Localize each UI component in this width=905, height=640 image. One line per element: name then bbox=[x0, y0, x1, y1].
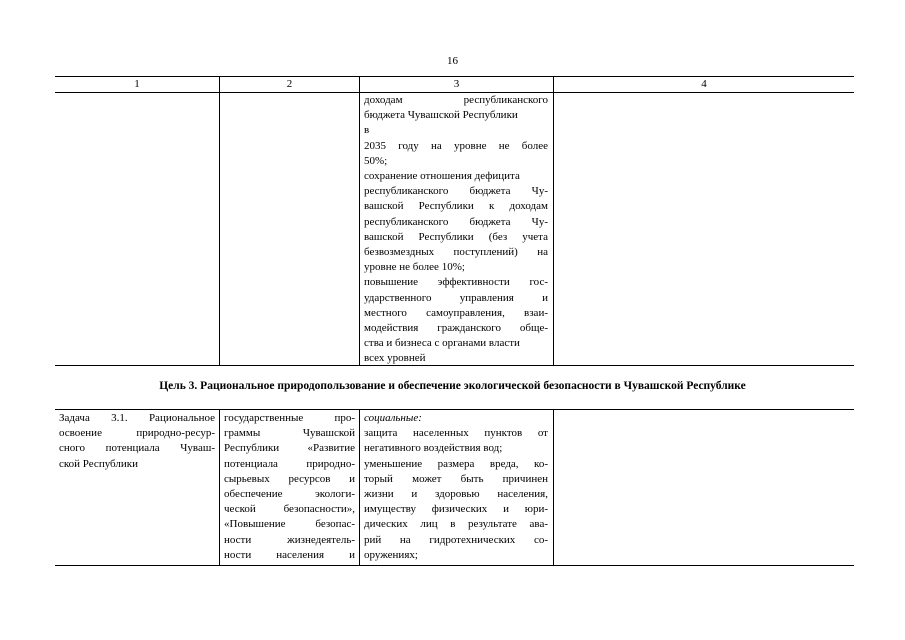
text-line: «Повышение безопас- bbox=[224, 518, 355, 531]
text-line: вашской Республики к доходам bbox=[364, 200, 548, 213]
col-divider-3-4 bbox=[553, 409, 554, 566]
text-line: торый может быть причинен bbox=[364, 472, 548, 485]
text-line: бюджета Чувашской Республики bbox=[364, 109, 518, 122]
col-divider-2-3 bbox=[359, 76, 360, 366]
col-divider-2-3 bbox=[359, 409, 360, 566]
text-line: уровне не более 10%; bbox=[364, 261, 465, 274]
text-line: освоение природно-ресур- bbox=[59, 427, 215, 440]
continued-row-col3 bbox=[364, 93, 548, 367]
goal-heading: Цель 3. Рациональное природопользование и обеспечение экологической безопасности в Чувашской Республике bbox=[159, 380, 746, 392]
text-line: модействия гражданского обще- bbox=[364, 322, 548, 335]
task-row-col3 bbox=[364, 411, 548, 563]
col-divider-1-2 bbox=[219, 76, 220, 366]
text-line: Республики «Развитие bbox=[224, 442, 355, 455]
col-divider-3-4 bbox=[553, 76, 554, 366]
text-line: рий на гидротехнических со- bbox=[364, 533, 548, 546]
column-header: 3 bbox=[453, 78, 460, 90]
text-line: уменьшение размера вреда, ко- bbox=[364, 457, 548, 470]
text-line: имуществу физических и юри- bbox=[364, 503, 548, 516]
column-header: 4 bbox=[701, 78, 707, 90]
text-line: 50%; bbox=[364, 154, 388, 167]
text-line: ческой безопасности», bbox=[224, 503, 355, 516]
text-line: обеспечение экологи- bbox=[224, 488, 355, 501]
task-row-col1 bbox=[59, 411, 215, 472]
column-header: 1 bbox=[134, 78, 140, 90]
text-line: сного потенциала Чуваш- bbox=[59, 442, 215, 455]
page-number: 16 bbox=[447, 55, 458, 67]
table-top-border bbox=[55, 76, 854, 77]
text-line: 2035 году на уровне не более bbox=[364, 139, 548, 152]
text-line: граммы Чувашской bbox=[224, 427, 355, 440]
text-line: повышение эффективности гос- bbox=[364, 276, 548, 289]
text-line: ности населения и bbox=[224, 548, 355, 561]
text-line: ности жизнедеятель- bbox=[224, 533, 355, 546]
text-line: республиканского бюджета Чу- bbox=[364, 185, 548, 198]
text-line: республиканского бюджета Чу- bbox=[364, 215, 548, 228]
text-line: ударственного управления и bbox=[364, 291, 548, 304]
text-line: защита населенных пунктов от bbox=[364, 427, 548, 440]
text-line: сырьевых ресурсов и bbox=[224, 472, 355, 485]
text-line: Задача 3.1. Рациональное bbox=[59, 412, 215, 424]
task-row-bottom-border bbox=[55, 565, 854, 566]
text-line: жизни и здоровью населения, bbox=[364, 488, 548, 501]
text-line: потенциала природно- bbox=[224, 457, 355, 470]
text-line: дических лиц в результате ава- bbox=[364, 518, 548, 531]
column-header: 2 bbox=[286, 78, 293, 90]
text-line: в bbox=[364, 124, 370, 137]
text-line: ства и бизнеса с органами власти bbox=[364, 337, 520, 350]
text-line: безвозмездных поступлений) на bbox=[364, 246, 548, 259]
task-row-col2 bbox=[224, 411, 355, 563]
text-line: всех уровней bbox=[364, 352, 426, 365]
section-label: социальные: bbox=[364, 412, 422, 424]
text-line: оружениях; bbox=[364, 548, 418, 561]
text-line: негативного воздействия вод; bbox=[364, 442, 503, 455]
text-line: сохранение отношения дефицита bbox=[364, 170, 520, 183]
text-line: доходам республиканского bbox=[364, 94, 548, 106]
text-line: вашской Республики (без учета bbox=[364, 230, 548, 243]
col-divider-1-2 bbox=[219, 409, 220, 566]
text-line: местного самоуправления, взаи- bbox=[364, 306, 548, 319]
goal-row-bottom-border bbox=[55, 409, 854, 410]
text-line: ской Республики bbox=[59, 457, 138, 470]
text-line: государственные про- bbox=[224, 412, 355, 424]
